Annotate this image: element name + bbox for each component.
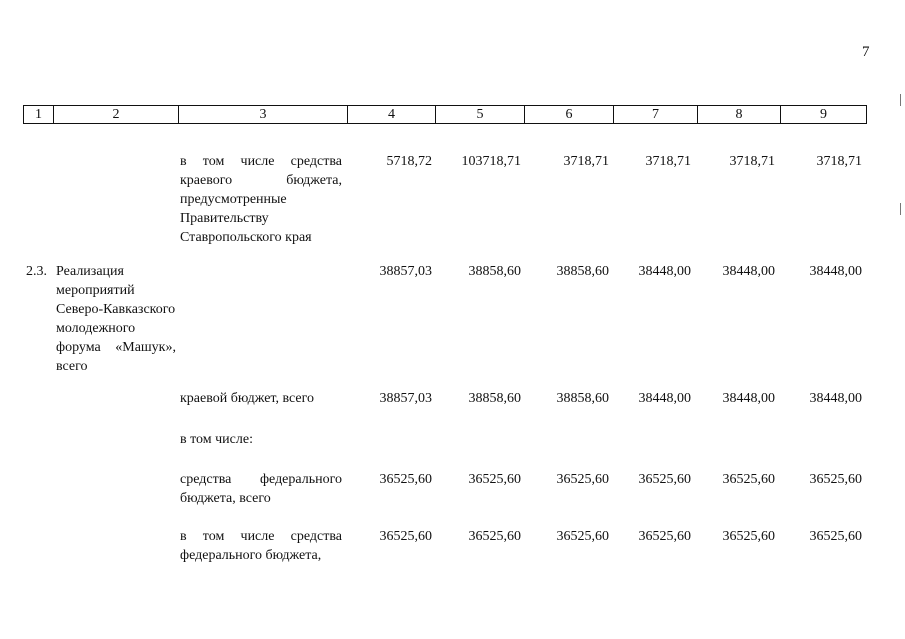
value-cell: 3718,71: [645, 154, 691, 169]
column-header: 4: [348, 106, 436, 124]
column-header-table: [23, 105, 867, 124]
column-header: 5: [436, 106, 525, 124]
row-description: в том числе средства краевого бюджета, предусмотренные Правительству Ставропольского края: [180, 154, 342, 245]
scan-mark: [900, 94, 901, 106]
value-cell: 36525,60: [809, 472, 862, 487]
value-cell: 36525,60: [638, 529, 691, 544]
row-description: средства федерального бюджета, всего: [180, 472, 342, 506]
value-cell: 38448,00: [722, 391, 775, 406]
column-header: 7: [614, 106, 698, 124]
value-cell: 36525,60: [468, 529, 521, 544]
value-cell: 38448,00: [638, 264, 691, 279]
row-description: краевой бюджет, всего: [180, 391, 315, 406]
column-header: 1: [24, 106, 54, 124]
value-cell: 36525,60: [556, 529, 609, 544]
row-name: Реализация мероприятий Северо-Кавказского молодежного форума «Машук», всего: [56, 264, 176, 374]
row-code: 2.3.: [26, 264, 47, 279]
column-header: 8: [698, 106, 781, 124]
value-cell: 3718,71: [563, 154, 609, 169]
value-cell: 36525,60: [379, 472, 432, 487]
column-header: 2: [54, 106, 179, 124]
value-cell: 38448,00: [722, 264, 775, 279]
value-cell: 38857,03: [379, 264, 432, 279]
column-header: 3: [179, 106, 348, 124]
value-cell: 38857,03: [379, 391, 432, 406]
page-number: 7: [862, 44, 870, 60]
value-cell: 36525,60: [809, 529, 862, 544]
value-cell: 36525,60: [379, 529, 432, 544]
scan-mark: [900, 203, 901, 215]
value-cell: 38858,60: [556, 391, 609, 406]
value-cell: 38858,60: [468, 264, 521, 279]
value-cell: 103718,71: [461, 154, 521, 169]
row-description: в том числе:: [180, 432, 253, 447]
value-cell: 36525,60: [468, 472, 521, 487]
value-cell: 38858,60: [556, 264, 609, 279]
column-header: 9: [781, 106, 867, 124]
row-description: в том числе средства федерального бюджета,: [180, 529, 342, 563]
value-cell: 38448,00: [638, 391, 691, 406]
value-cell: 36525,60: [722, 529, 775, 544]
value-cell: 38448,00: [809, 264, 862, 279]
value-cell: 3718,71: [729, 154, 775, 169]
value-cell: 5718,72: [386, 154, 432, 169]
value-cell: 38448,00: [809, 391, 862, 406]
column-header: 6: [525, 106, 614, 124]
value-cell: 36525,60: [722, 472, 775, 487]
value-cell: 36525,60: [556, 472, 609, 487]
value-cell: 38858,60: [468, 391, 521, 406]
value-cell: 3718,71: [816, 154, 862, 169]
value-cell: 36525,60: [638, 472, 691, 487]
